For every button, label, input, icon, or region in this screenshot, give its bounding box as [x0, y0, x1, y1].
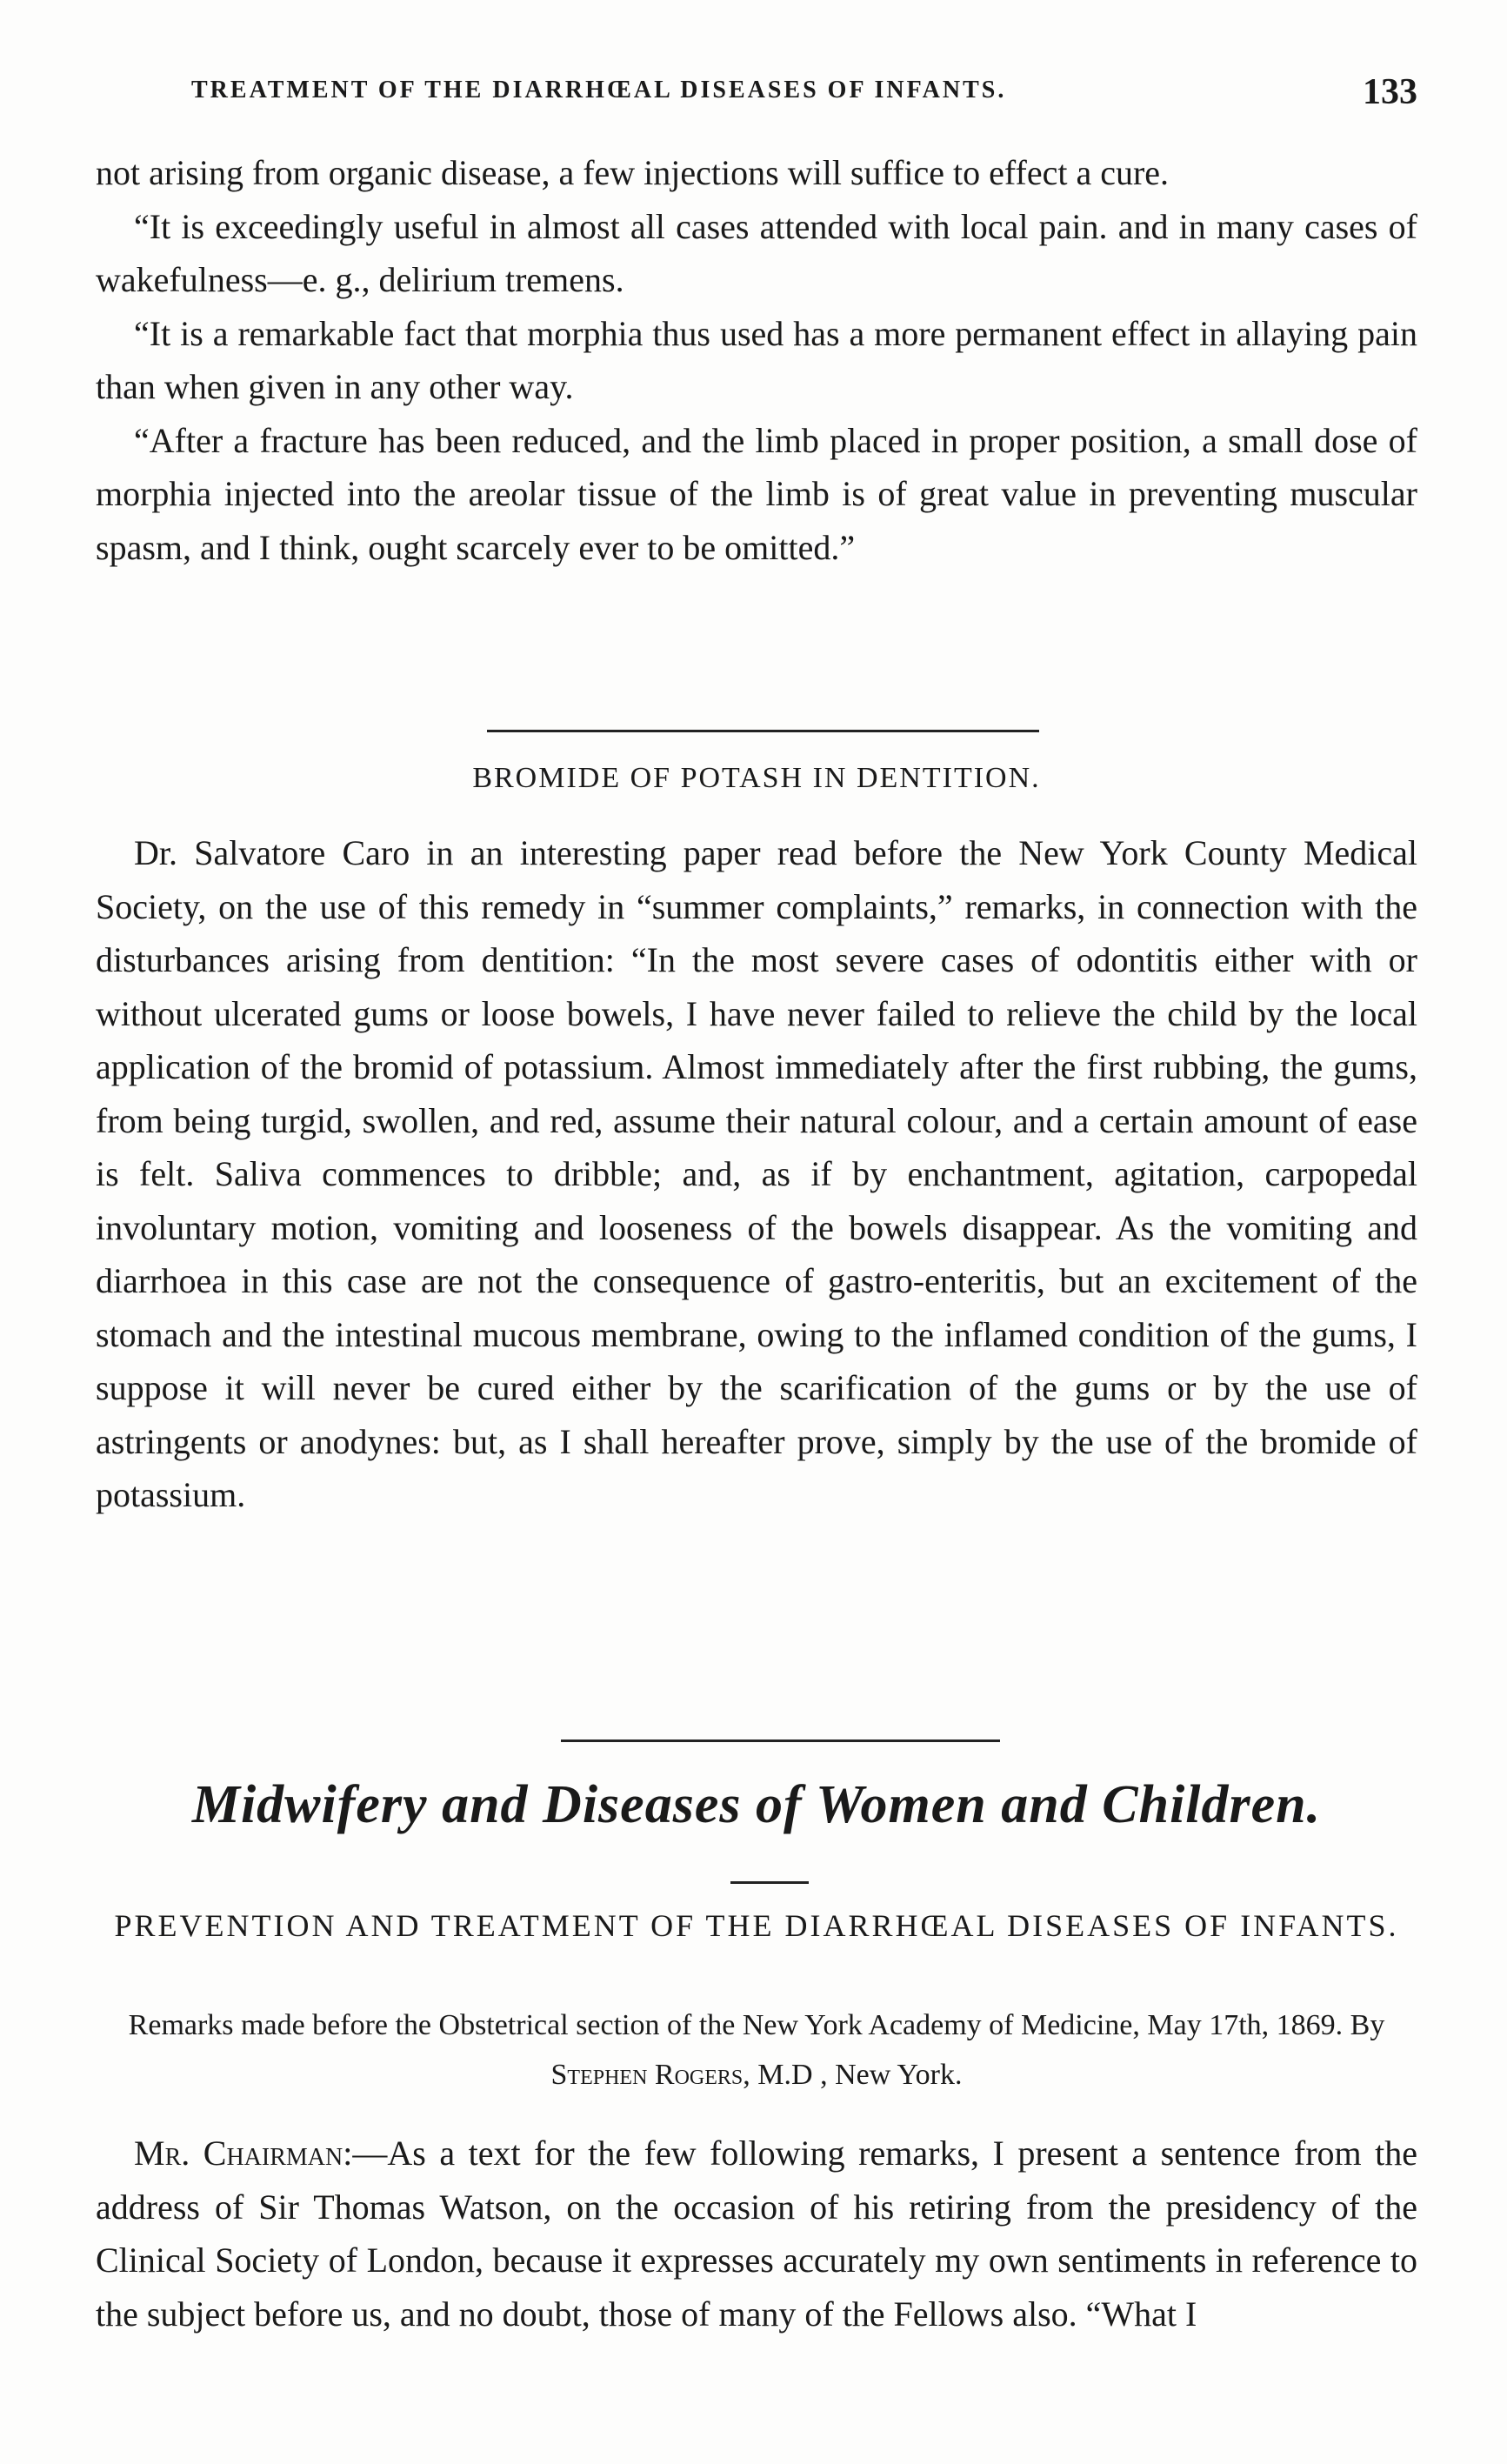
- paragraph: not arising from organic disease, a few injections will suffice to effect a cure.: [96, 153, 1170, 192]
- divider-rule: [487, 730, 1039, 732]
- section-heading: BROMIDE OF POTASH IN DENTITION.: [472, 762, 1041, 794]
- article-body: [96, 2127, 1417, 2340]
- continued-text: [96, 146, 1417, 574]
- byline-suffix: , M.D , New York.: [743, 2059, 963, 2091]
- paragraph: “It is a remarkable fact that morphia thus used has a more permanent effect in allaying pain than when given in any other way.: [96, 313, 1417, 406]
- running-head: [96, 71, 1417, 115]
- opening-text: :—As a text for the few following remarks, I present a sentence from the address of Sir Thomas Watson, on the occasion of his retiring from the presidency of the Clinical Society of London, because it expresses accurately my own sentiments in reference to the subject before us, and no doubt, those of many of the Fellows also. “What I: [96, 2133, 1418, 2334]
- paragraph: Dr. Salvatore Caro in an interesting paper read before the New York County Medical Society, on the use of this remedy in “summer complaints,” remarks, in connection with the disturbances arising from dentition: “In the most severe cases of odontitis either with or without ulcerated gums or loose bowels, I have never failed to relieve the child by the local application of the bromid of potassium. Almost immediately after the first rubbing, the gums, from being turgid, swollen, and red, assume their natural colour, and a certain amount of ease is felt. Saliva commences to dribble; and, as if by enchantment, agitation, carpopedal involuntary motion, vomiting and looseness of the bowels disappear. As the vomiting and diarrhoea in this case are not the consequence of gastro-enteritis, but an excitement of the stomach and the intestinal mucous membrane, owing to the inflamed condition of the gums, I suppose it will never be cured either by the scarification of the gums or by the use of astringents or anodynes: but, as I shall hereafter prove, simply by the use of the bromide of potassium.: [96, 833, 1417, 1514]
- paragraph: “After a fracture has been reduced, and the limb placed in proper position, a small dose of morphia injected into the areolar tissue of the limb is of great value in preventing muscular spasm, and I think, ought scarcely ever to be omitted.”: [96, 420, 1417, 567]
- page-number: 133: [1363, 72, 1417, 112]
- short-rule: [730, 1881, 809, 1884]
- author-name: Stephen Rogers: [550, 2059, 743, 2091]
- bromide-article: [96, 826, 1417, 1522]
- divider-rule: [561, 1739, 1000, 1742]
- running-title: TREATMENT OF THE DIARRHŒAL DISEASES OF INFANTS.: [191, 77, 1007, 104]
- byline: [96, 2000, 1417, 2100]
- byline-prefix: Remarks made before the Obstetrical section of the New York Academy of Medicine, May 17th, 1869. By: [128, 2009, 1385, 2041]
- section-title: Midwifery and Diseases of Women and Children.: [191, 1775, 1322, 1834]
- article-title: PREVENTION AND TREATMENT OF THE DIARRHŒAL DISEASES OF INFANTS.: [114, 1908, 1399, 1943]
- paragraph: “It is exceedingly useful in almost all cases attended with local pain. and in many cases of wakefulness—e. g., delirium tremens.: [96, 206, 1417, 299]
- paragraph: [96, 2127, 1417, 2340]
- salutation: Mr. Chairman: [134, 2133, 343, 2173]
